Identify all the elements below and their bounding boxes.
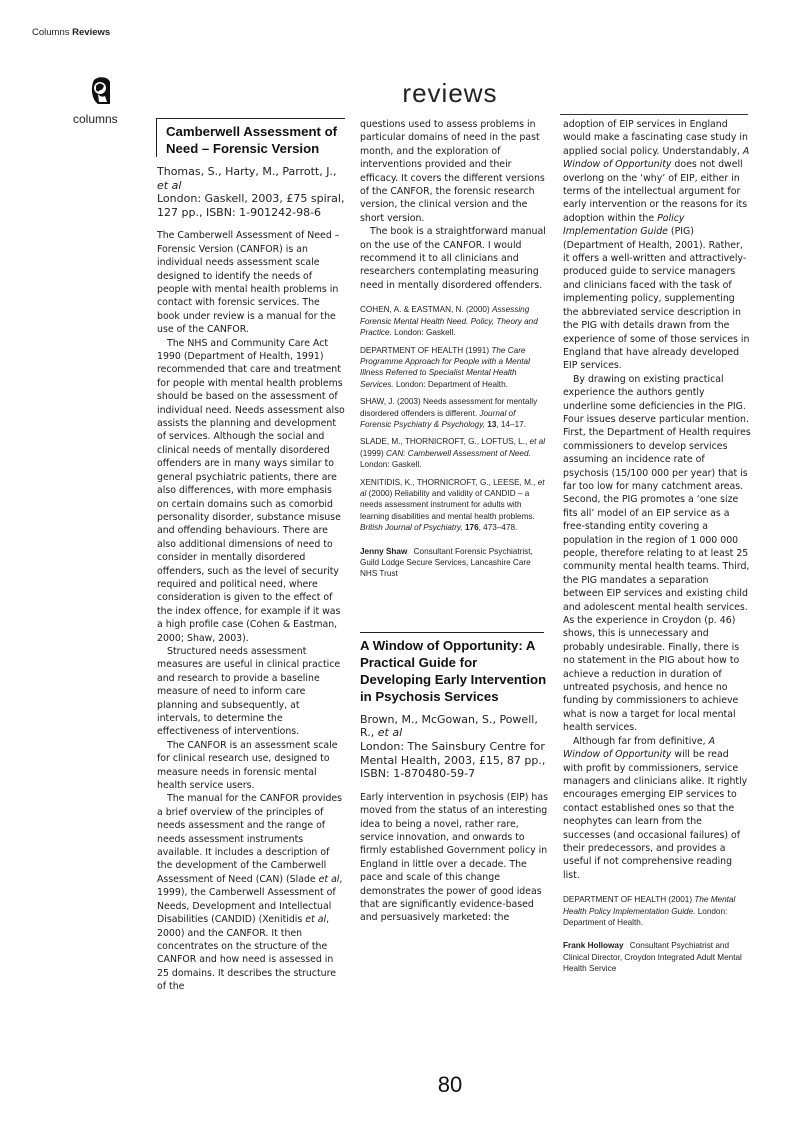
text-run: DEPARTMENT OF HEALTH (1991) bbox=[360, 345, 492, 355]
top-rule bbox=[560, 114, 748, 115]
text-run: London: Gaskell. bbox=[360, 460, 422, 470]
text-run-italic: Assessing Forensic Mental Health Need. Policy, Theory and Practice. bbox=[360, 305, 538, 338]
text-run: will be read with profit by commissioners, service managers and clinicians alike. It rightly encourages emerging EIP services to contact established ones so that the neophytes can learn from the successes (and occasional failures) of their predecessors, and provides a useful if not comprehensive reading list. bbox=[563, 749, 748, 881]
text-run: , 473–478. bbox=[478, 523, 518, 533]
text-run: , 1999), the Camberwell Assessment of Needs, Development and Intellectual Disabilities (CANDID) (Xenitidis bbox=[157, 873, 343, 926]
review-2-title: A Window of Opportunity: A Practical Guide for Developing Early Intervention in Psychosis Services bbox=[360, 637, 547, 704]
reference-item bbox=[360, 396, 548, 430]
text-run: , 2000) and the CANFOR. It then concentrates on the structure of the CANFOR and how need is assessed in 25 domains. It describes the structure of the bbox=[157, 914, 336, 993]
text-run: (2000) Reliability and validity of CANDID – a needs assessment instrument for adults with learning disabilities and mental health problems. bbox=[360, 488, 535, 521]
text-run-italic: CAN: Camberwell Assessment of Need. bbox=[385, 448, 531, 458]
column-1 bbox=[157, 118, 345, 994]
review-1-paragraph: questions used to assess problems in particular domains of need in the past month, and the exploration of interventions provided and their efficacy. It covers the different versions of the CANFOR, the forensic research version, the clinical version and the short version. bbox=[360, 119, 545, 224]
review-1-title: Camberwell Assessment of Need – Forensic Version bbox=[166, 124, 338, 156]
review-2-references bbox=[563, 894, 751, 928]
review-1-references bbox=[360, 304, 548, 533]
text-run-italic: et al bbox=[305, 914, 327, 926]
review-1-paragraph: The Camberwell Assessment of Need – Forensic Version (CANFOR) is an individual needs assessment scale designed to identify the needs of people with mental health problems in contact with forensic services. The book under review is a manual for the use of the CANFOR. bbox=[157, 230, 340, 336]
review-2-paragraph: Early intervention in psychosis (EIP) has moved from the status of an interesting idea to being a novel, rather rare, service innovation, and onwards to firmly established Government policy in England in little over a decade. The pace and scale of this change demonstrates the power of good ideas that are significantly evidence-based and persuasively marketed: the bbox=[360, 791, 548, 924]
text-run: adoption of EIP services in England would make a fascinating case study in applied social policy. Understandably, bbox=[563, 119, 748, 157]
reviewer-role: Consultant Psychiatrist and Clinical Director, Croydon Integrated Adult Mental Health Service bbox=[563, 941, 742, 974]
text-run-italic: British Journal of Psychiatry, bbox=[360, 523, 463, 533]
text-run: The manual for the CANFOR provides a brief overview of the principles of needs assessment and the range of needs assessment instruments available. It includes a description of the development of the Camberwell Assessment of Need (CAN) (Slade bbox=[157, 793, 343, 885]
review-1-paragraph: The CANFOR is an assessment scale for clinical research use, designed to measure needs in forensic mental health service users. bbox=[157, 739, 338, 792]
text-run: SHAW, J. (2003) Needs assessment for mentally disordered offenders is different. bbox=[360, 397, 538, 418]
review-2-reviewer bbox=[563, 940, 751, 974]
text-run: DEPARTMENT OF HEALTH (2001) bbox=[563, 895, 695, 905]
text-run: London: Department of Health. bbox=[563, 906, 728, 927]
review-2-authors: Brown, M., McGowan, S., Powell, R., bbox=[360, 712, 538, 740]
reference-item bbox=[360, 304, 548, 338]
reference-item bbox=[360, 436, 548, 470]
review-2-publisher: London: The Sainsbury Centre for Mental Health, 2003, £15, 87 pp., ISBN: 1-870480-59-7 bbox=[360, 740, 546, 781]
review-1-publisher: London: Gaskell, 2003, £75 spiral, 127 pp., ISBN: 1-901242-98-6 bbox=[157, 192, 345, 219]
running-head-section: Reviews bbox=[72, 27, 111, 38]
review-1-paragraph bbox=[157, 792, 345, 993]
text-run: (PIG) (Department of Health, 2001). Rather, it offers a well-written and attractively-produced guide to service managers and clinicians faced with the task of implementing policy, supplementing the abbreviated service description in the PIG with details drawn from the experience of some of those services in England that have already developed EIP services. bbox=[563, 226, 750, 372]
review-2-authors-etal: et al bbox=[377, 726, 403, 740]
review-2-biblio bbox=[360, 713, 548, 781]
text-run: XENITIDIS, K., THORNICROFT, G., LEESE, M., bbox=[360, 477, 538, 487]
text-run-bold: 176 bbox=[462, 523, 479, 533]
text-run-italic: A Window of Opportunity bbox=[563, 145, 750, 171]
review-1-paragraph: Structured needs assessment measures are useful in clinical practice and research to provide a baseline measure of need to inform care planning and subsequently, at intervals, to determine the effectiveness of interventions. bbox=[157, 645, 341, 738]
reference-item bbox=[360, 477, 548, 534]
text-run: London: Gaskell. bbox=[391, 328, 456, 338]
review-2-paragraph bbox=[563, 735, 751, 882]
review-2-top-rule bbox=[360, 632, 544, 633]
text-run: London: Department of Health. bbox=[393, 379, 508, 389]
text-run: SLADE, M., THORNICROFT, G., LOFTUS, L., bbox=[360, 437, 530, 447]
reviewer-role: Consultant Forensic Psychiatrist, Guild Lodge Secure Services, Lancashire Care NHS Trust bbox=[360, 546, 533, 579]
text-run-italic: et al bbox=[529, 437, 546, 447]
reviewer-name: Frank Holloway bbox=[563, 941, 624, 951]
review-1-paragraph: The book is a straightforward manual on the use of the CANFOR. I would recommend it to all clinicians and researchers contemplating measuring need in mentally disordered offenders. bbox=[360, 226, 546, 291]
text-run: COHEN, A. & EASTMAN, N. (2000) bbox=[360, 305, 492, 315]
reference-item bbox=[360, 345, 548, 391]
review-2-paragraph: By drawing on existing practical experience the authors gently underline some deficiencies in the PIG. Four issues deserve particular mention. First, the Department of Health requires commissioners to develop services assuming an incidence rate of psychosis (15/100 000 per year) that is far too low for many catchment areas. Second, the PIG promotes a ‘one size fits all’ model of an EIP service as a free-standing entity covering a population in the region of 1 000 000 people, therefore relating to at least 25 community mental health teams. Third, the PIG mandates a separation between EIP services and existing child and adolescent mental health services. As the experience in Croydon (p. 46) shows, this is unnecessary and probably undesirable. Finally, there is no statement in the PIG about how to achieve a reduction in duration of untreated psychosis, and hence no funding by commissioners to achieve what is now a target for local mental health services. bbox=[563, 373, 751, 734]
review-1-title-box bbox=[156, 118, 345, 157]
text-run: Although far from definitive, bbox=[573, 735, 709, 747]
text-run-italic: Journal of Forensic Psychiatry & Psychology, bbox=[360, 408, 516, 429]
text-run: does not dwell overlong on the ‘why’ of EIP, either in terms of the intellectual argument for early intervention or the reasons for its adoption within the bbox=[563, 159, 748, 224]
review-1-paragraph: The NHS and Community Care Act 1990 (Department of Health, 1991) recommended that care and treatment for people with mental health problems should be based on the assessment of individual need. Needs assessment also assists the planning and development of services. Although the social and clinical needs of mentally disordered offenders are in many ways similar to general psychiatric patients, there are also differences, with more emphasis on certain domains such as comorbid personality disorder, substance misuse and offending behaviours. There are also additional dimensions of need to consider in mentally disordered offenders, such as the level of security required and political need, where consideration is given to the effect of the index offence, for example if it was a high profile case (Cohen & Eastman, 2000; Shaw, 2003). bbox=[157, 337, 345, 644]
reviewer-name: Jenny Shaw bbox=[360, 546, 408, 556]
column-2 bbox=[360, 118, 548, 925]
text-run: , 14–17. bbox=[496, 419, 526, 429]
review-2-paragraph bbox=[563, 118, 751, 373]
text-run-italic: A Window of Opportunity bbox=[563, 735, 716, 761]
running-head-prefix: Columns bbox=[32, 27, 70, 38]
text-run: (1999) bbox=[360, 448, 386, 458]
review-1-authors: Thomas, S., Harty, M., Parrott, J., bbox=[157, 165, 337, 178]
review-1-biblio bbox=[157, 165, 345, 219]
text-run-italic: Policy Implementation Guide bbox=[563, 212, 685, 238]
column-3 bbox=[563, 118, 751, 975]
section-title: reviews bbox=[402, 78, 498, 108]
text-run-italic: The Mental Health Policy Implementation Guide. bbox=[563, 895, 736, 916]
columns-logo-icon bbox=[88, 76, 116, 106]
section-side-label: columns bbox=[73, 112, 118, 126]
text-run-italic: et al bbox=[360, 477, 545, 498]
review-1-reviewer bbox=[360, 546, 548, 580]
text-run-italic: et al bbox=[318, 873, 340, 885]
running-head bbox=[32, 27, 110, 38]
page-number: 80 bbox=[437, 1072, 463, 1097]
text-run-bold: 13 bbox=[484, 419, 497, 429]
reference-item bbox=[563, 894, 751, 928]
text-run-italic: The Care Programme Approach for People with a Mental Illness Referred to Specialist Mental Health Services. bbox=[360, 345, 530, 389]
review-1-authors-etal: et al bbox=[157, 178, 182, 192]
